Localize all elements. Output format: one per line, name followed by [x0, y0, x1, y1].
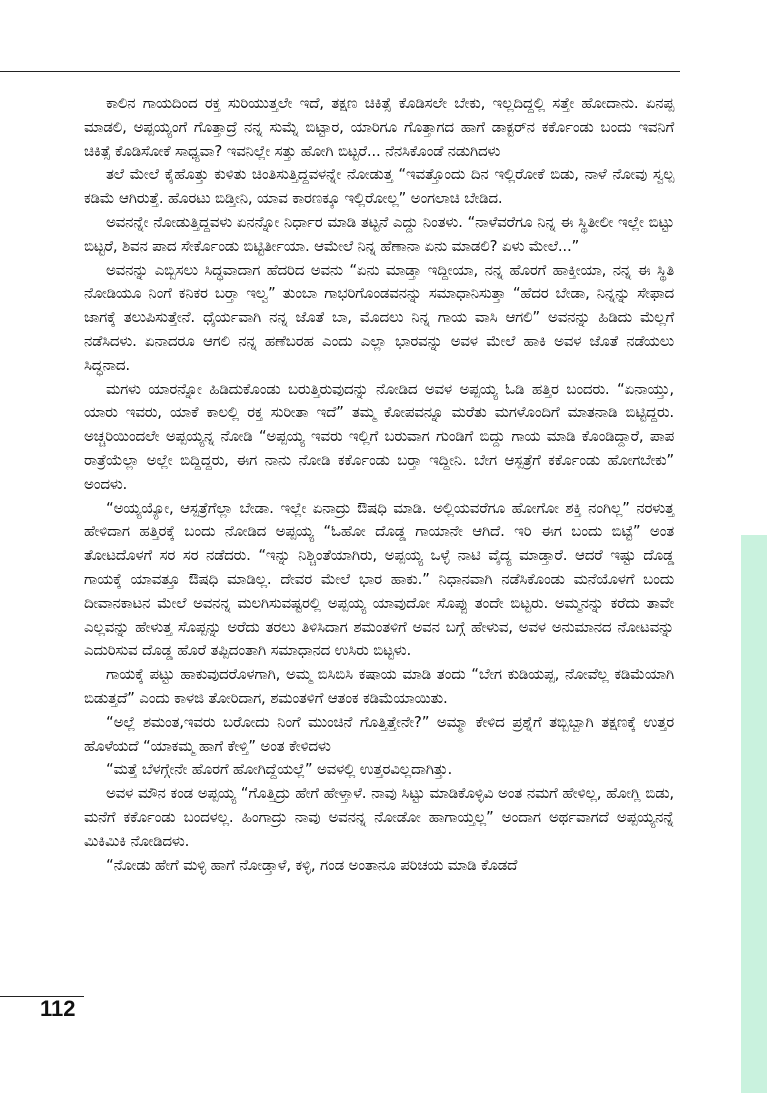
paragraph: “ಮತ್ತೆ ಬೆಳಗ್ಗೇನೇ ಹೊರಗೆ ಹೋಗಿದ್ದೆಯಲ್ಲೆ” ಅವಳಲ್ಲಿ ಉತ್ತರವಿಲ್ಲದಾಗಿತ್ತು. — [106, 760, 453, 779]
paragraph: ಕಾಲಿನ ಗಾಯದಿಂದ ರಕ್ತ ಸುರಿಯುತ್ತಲೇ ಇದೆ, ತಕ್ಷಣ ಚಿಕಿತ್ಸೆ ಕೊಡಿಸಲೇ ಬೇಕು, ಇಲ್ಲದಿದ್ದಲ್ಲಿ ಸತ್ತೇ ಹೋದಾನು. ಏನಪ್ಪ ಮಾಡಲಿ, ಅಪ್ಪಯ್ಯಂಗೆ ಗೊತ್ತಾದ್ರೆ ನನ್ನ ಸುಮ್ನೆ ಬಿಟ್ಟಾರ, ಯಾರಿಗೂ ಗೊತ್ತಾಗದ ಹಾಗೆ ಡಾಕ್ಟರ್‌ನ ಕರ್ಕೊಂಡು ಬಂದು ಇವನಿಗೆ ಚಿಕಿತ್ಸೆ ಕೊಡಿಸೋಕೆ ಸಾಧ್ಯವಾ? ಇವನಿಲ್ಲೇ ಸತ್ತು ಹೋಗಿ ಬಿಟ್ಟರೆ... ನೆನಸಿಕೊಂಡೆ ನಡುಗಿದಳು — [84, 94, 674, 160]
paragraph: ಅವನನ್ನು ಎಬ್ಬಿಸಲು ಸಿದ್ಧವಾದಾಗ ಹೆದರಿದ ಅವನು “ಏನು ಮಾಡ್ತಾ ಇದ್ದೀಯಾ, ನನ್ನ ಹೊರಗೆ ಹಾಕ್ತೀಯಾ, ನನ್ನ ಈ ಸ್ಥಿತಿ ನೋಡಿಯೂ ನಿಂಗೆ ಕನಿಕರ ಬರ್‍ತಾ ಇಲ್ವ” ತುಂಬಾ ಗಾಭರಿಗೊಂಡವನನ್ನು ಸಮಾಧಾನಿಸುತ್ತಾ “ಹೆದರ ಬೇಡಾ, ನಿನ್ನನ್ನು ಸೇಫಾದ ಜಾಗಕ್ಕೆ ತಲುಪಿಸುತ್ತೇನೆ. ಧೈರ್ಯವಾಗಿ ನನ್ನ ಜೊತೆ ಬಾ, ಮೊದಲು ನಿನ್ನ ಗಾಯ ವಾಸಿ ಆಗಲಿ” ಅವನನ್ನು ಹಿಡಿದು ಮೆಲ್ಲಗೆ ನಡೆಸಿದಳು. ಏನಾದರೂ ಆಗಲಿ ನನ್ನ ಹಣೆಬರಹ ಎಂದು ಎಲ್ಲಾ ಭಾರವನ್ನು ಅವಳ ಮೇಲೆ ಹಾಕಿ ಅವಳ ಜೊತೆ ನಡೆಯಲು ಸಿದ್ಧನಾದ. — [84, 260, 674, 374]
paragraph: “ಅಯ್ಯಯ್ಯೋ, ಆಸ್ಪತ್ರೆಗೆಲ್ಲಾ ಬೇಡಾ. ಇಲ್ಲೇ ಏನಾದ್ರು ಔಷಧಿ ಮಾಡಿ. ಅಲ್ಲಿಯವರೆಗೂ ಹೋಗೋ ಶಕ್ತಿ ನಂಗಿಲ್ಲ” ನರಳುತ್ತ ಹೇಳಿದಾಗ ಹತ್ತಿರಕ್ಕೆ ಬಂದು ನೋಡಿದ ಅಪ್ಪಯ್ಯ “ಓಹೋ ದೊಡ್ಡ ಗಾಯಾನೇ ಆಗಿದೆ. ಇರಿ ಈಗ ಬಂದು ಬಿಟ್ಟೆ” ಅಂತ ತೋಟದೊಳಗೆ ಸರ ಸರ ನಡೆದರು. “ಇನ್ನು ನಿಶ್ಚಿಂತೆಯಾಗಿರು, ಅಪ್ಪಯ್ಯ ಒಳ್ಳೆ ನಾಟಿ ವೈದ್ಯ ಮಾಡ್ತಾರೆ. ಆದರೆ ಇಷ್ಟು ದೊಡ್ಡ ಗಾಯಕ್ಕೆ ಯಾವತ್ತೂ ಔಷಧಿ ಮಾಡಿಲ್ಲ. ದೇವರ ಮೇಲೆ ಭಾರ ಹಾಕು.” ನಿಧಾನವಾಗಿ ನಡೆಸಿಕೊಂಡು ಮನೆಯೊಳಗೆ ಬಂದು ದೀವಾನಕಾಟನ ಮೇಲೆ ಅವನನ್ನ ಮಲಗಿಸುವಷ್ಟರಲ್ಲಿ ಅಪ್ಪಯ್ಯ ಯಾವುದೋ ಸೊಪ್ಪು ತಂದೇ ಬಿಟ್ಟರು. ಅಮ್ಮನನ್ನು ಕರೆದು ತಾವೇ ಎಲ್ಲವನ್ನು ಹೇಳುತ್ತ ಸೊಪ್ಪನ್ನು ಅರೆದು ತರಲು ತಿಳಿಸಿದಾಗ ಶಮಂತಳಿಗೆ ಅವನ ಬಗ್ಗೆ ಹೇಳುವ, ಅವಳ ಅನುಮಾನದ ನೋಟವನ್ನು ಎದುರಿಸುವ ದೊಡ್ಡ ಹೊರೆ ತಪ್ಪಿದಂತಾಗಿ ಸಮಾಧಾನದ ಉಸಿರು ಬಿಟ್ಟಳು. — [84, 498, 674, 660]
header-rule — [0, 71, 680, 72]
paragraph: “ನೋಡು ಹೇಗೆ ಮಳ್ಳಿ ಹಾಗೆ ನೋಡ್ತಾಳೆ, ಕಳ್ಳಿ, ಗಂಡ ಅಂತಾನೂ ಪರಿಚಯ ಮಾಡಿ ಕೊಡದೆ — [106, 855, 518, 874]
paragraph: ಅವನನ್ನೇ ನೋಡುತ್ತಿದ್ದವಳು ಏನನ್ನೋ ನಿರ್ಧಾರ ಮಾಡಿ ತಟ್ಟನೆ ಎದ್ದು ನಿಂತಳು. “ನಾಳೆವರೆಗೂ ನಿನ್ನ ಈ ಸ್ಥಿತೀಲೀ ಇಲ್ಲೇ ಬಿಟ್ಟು ಬಿಟ್ಟರೆ, ಶಿವನ ಪಾದ ಸೇರ್ಕೊಂಡು ಬಿಟ್ಟಿರ್ತೀಯಾ. ಆಮೇಲೆ ನಿನ್ನ ಹೆಣಾನಾ ಏನು ಮಾಡಲಿ? ಏಳು ಮೇಲೆ...” — [84, 212, 674, 255]
paragraph: ಮಗಳು ಯಾರನ್ನೋ ಹಿಡಿದುಕೊಂಡು ಬರುತ್ತಿರುವುದನ್ನು ನೋಡಿದ ಅವಳ ಅಪ್ಪಯ್ಯ ಓಡಿ ಹತ್ತಿರ ಬಂದರು. “ಏನಾಯ್ತು, ಯಾರು ಇವರು, ಯಾಕೆ ಕಾಲಲ್ಲಿ ರಕ್ತ ಸುರೀತಾ ಇದೆ” ತಮ್ಮ ಕೋಪವನ್ನೂ ಮರೆತು ಮಗಳೊಂದಿಗೆ ಮಾತನಾಡಿ ಬಿಟ್ಟಿದ್ದರು. ಅಚ್ಚರಿಯಿಂದಲೇ ಅಪ್ಪಯ್ಯನ್ನ ನೋಡಿ “ಅಪ್ಪಯ್ಯ ಇವರು ಇಲ್ಲಿಗೆ ಬರುವಾಗ ಗುಂಡಿಗೆ ಬಿದ್ದು ಗಾಯ ಮಾಡಿ ಕೊಂಡಿದ್ದಾರೆ, ಪಾಪ ರಾತ್ರೆಯೆಲ್ಲಾ ಅಲ್ಲೇ ಬಿದ್ದಿದ್ದರು, ಈಗ ನಾನು ನೋಡಿ ಕರ್ಕೊಂಡು ಬರ್‍ತಾ ಇದ್ದೀನಿ. ಬೇಗ ಆಸ್ಪತ್ರೆಗೆ ಕರ್ಕೊಂಡು ಹೋಗಬೇಕು” ಅಂದಳು. — [84, 379, 674, 493]
paragraph: ತಲೆ ಮೇಲೆ ಕೈಹೊತ್ತು ಕುಳಿತು ಚಿಂತಿಸುತ್ತಿದ್ದವಳನ್ನೇ ನೋಡುತ್ತ “ಇವತ್ತೊಂದು ದಿನ ಇಲ್ಲಿರೋಕೆ ಬಿಡು, ನಾಳೆ ನೋವು ಸ್ವಲ್ಪ ಕಡಿಮೆ ಆಗಿರುತ್ತೆ. ಹೊರಟು ಬಿಡ್ತೀನಿ, ಯಾವ ಕಾರಣಕ್ಕೂ ಇಲ್ಲಿರೋಲ್ಲ” ಅಂಗಲಾಚಿ ಬೇಡಿದ. — [84, 165, 674, 208]
paragraph: ಅವಳ ಮೌನ ಕಂಡ ಅಪ್ಪಯ್ಯ “ಗೊತ್ತಿದ್ರು ಹೇಗೆ ಹೇಳ್ತಾಳೆ. ನಾವು ಸಿಟ್ಟು ಮಾಡಿಕೊಳ್ಳಿವಿ ಅಂತ ನಮಗೆ ಹೇಳಿಲ್ಲ, ಹೋಗ್ಲಿ ಬಿಡು, ಮನೆಗೆ ಕರ್ಕೊಂಡು ಬಂದಳಲ್ಲ. ಹಿಂಗಾದ್ರು ನಾವು ಅವನನ್ನ ನೋಡೋ ಹಾಗಾಯ್ತಲ್ಲ” ಅಂದಾಗ ಅರ್ಥವಾಗದೆ ಅಪ್ಪಯ್ಯನನ್ನೆ ಮಿಕಿಮಿಕಿ ನೋಡಿದಳು. — [84, 784, 674, 850]
paragraph: ಗಾಯಕ್ಕೆ ಪಟ್ಟು ಹಾಕುವುದರೊಳಗಾಗಿ, ಅಮ್ಮ ಬಿಸಿಬಿಸಿ ಕಷಾಯ ಮಾಡಿ ತಂದು “ಬೇಗ ಕುಡಿಯಪ್ಪ, ನೋವೆಲ್ಲ ಕಡಿಮೆಯಾಗಿ ಬಿಡುತ್ತದೆ” ಎಂದು ಕಾಳಜಿ ತೋರಿದಾಗ, ಶಮಂತಳಿಗೆ ಆತಂಕ ಕಡಿಮೆಯಾಯಿತು. — [84, 665, 674, 707]
page-body — [84, 92, 674, 877]
side-color-strip — [741, 535, 767, 1093]
page-number: 112 — [40, 996, 76, 1021]
paragraph: “ಅಲ್ಲೆ ಶಮಂತ,ಇವರು ಬರೋದು ನಿಂಗೆ ಮುಂಚಿನೆ ಗೊತ್ತಿತ್ತೇನೇ?” ಅಮ್ಮಾ ಕೇಳಿದ ಪ್ರಶ್ನೆಗೆ ತಬ್ಬಿಬ್ಬಾಗಿ ತಕ್ಷಣಕ್ಕೆ ಉತ್ತರ ಹೊಳೆಯದೆ “ಯಾಕಮ್ಮ ಹಾಗೆ ಕೇಳ್ತಿ” ಅಂತ ಕೇಳಿದಳು — [84, 712, 674, 755]
